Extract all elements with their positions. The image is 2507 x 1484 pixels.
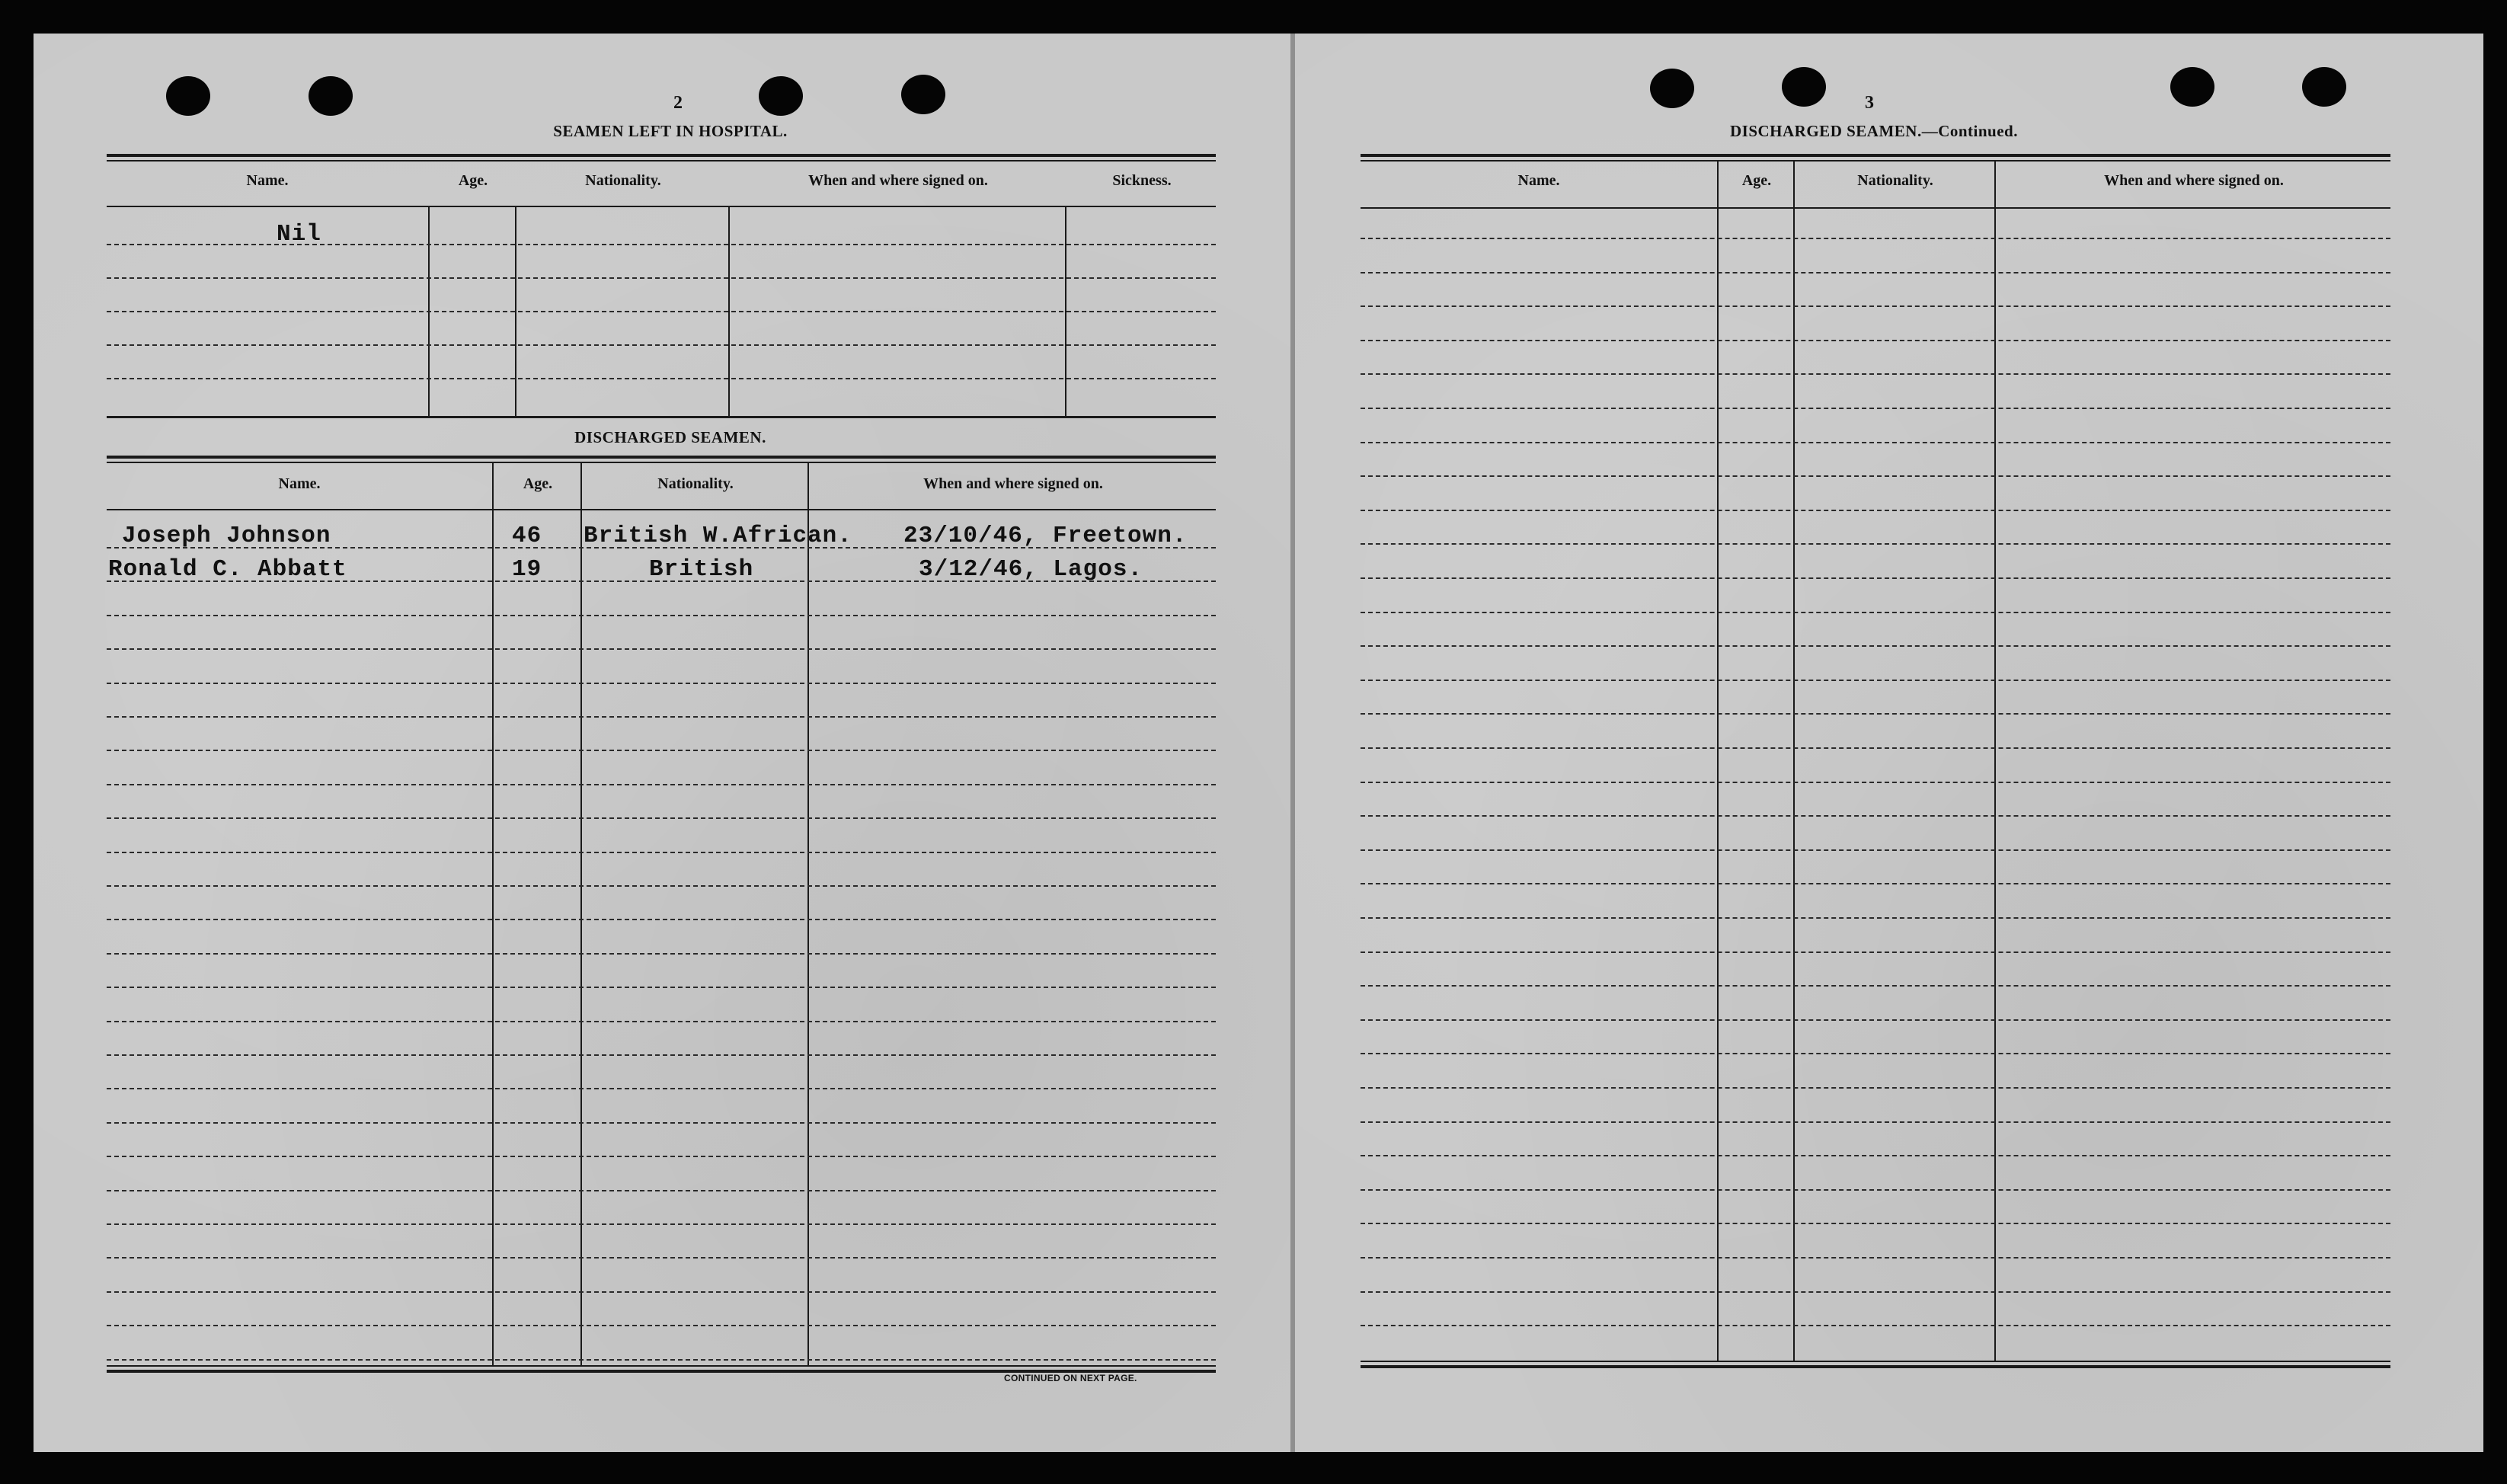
row-line — [107, 615, 1216, 616]
punch-hole — [901, 75, 945, 114]
col-name: Name. — [246, 172, 289, 189]
row-line — [1361, 985, 2390, 987]
col-age: Age. — [458, 172, 488, 189]
column-divider — [1994, 162, 1996, 1361]
table-bottom-rule — [1361, 1361, 2390, 1362]
table-top-rule — [1361, 154, 2390, 157]
punch-hole — [2302, 67, 2346, 107]
row-line — [107, 885, 1216, 887]
col-signed-on: When and where signed on. — [923, 475, 1103, 492]
row-line — [107, 1088, 1216, 1089]
seaman-age: 19 — [512, 556, 542, 583]
discharged-continued-title: DISCHARGED SEAMEN.—Continued. — [1730, 122, 2018, 140]
header-rule — [107, 509, 1216, 510]
discharged-section-title: DISCHARGED SEAMEN. — [574, 428, 766, 446]
punch-hole — [309, 76, 353, 116]
row-line — [1361, 747, 2390, 749]
col-nationality: Nationality. — [657, 475, 734, 492]
column-divider — [1717, 162, 1719, 1361]
row-line — [1361, 1053, 2390, 1054]
punch-hole — [2170, 67, 2214, 107]
row-line — [1361, 815, 2390, 817]
col-signed-on: When and where signed on. — [2104, 172, 2284, 189]
table-top-rule — [107, 160, 1216, 162]
row-line — [1361, 305, 2390, 307]
page-number: 3 — [1865, 93, 1874, 113]
row-line — [107, 683, 1216, 684]
row-line — [1361, 408, 2390, 409]
row-line — [107, 987, 1216, 988]
left-page — [34, 34, 1290, 1452]
col-name: Name. — [278, 475, 321, 492]
row-line — [107, 1223, 1216, 1225]
punch-hole — [759, 76, 803, 116]
table-top-rule — [1361, 160, 2390, 162]
hospital-name-cell: Nil — [277, 221, 321, 248]
row-line — [107, 1291, 1216, 1293]
row-line — [1361, 1121, 2390, 1123]
column-divider — [580, 462, 582, 1365]
row-line — [1361, 543, 2390, 545]
col-nationality: Nationality. — [1857, 172, 1933, 189]
col-sickness: Sickness. — [1112, 172, 1172, 189]
row-line — [1361, 1291, 2390, 1293]
col-signed-on: When and where signed on. — [808, 172, 988, 189]
row-line — [107, 750, 1216, 751]
row-line — [1361, 475, 2390, 477]
header-rule — [107, 206, 1216, 207]
row-line — [107, 1156, 1216, 1157]
seaman-name: Ronald C. Abbatt — [108, 556, 347, 583]
row-line — [107, 784, 1216, 785]
row-line — [1361, 1223, 2390, 1224]
seaman-name: Joseph Johnson — [122, 523, 331, 549]
row-line — [1361, 883, 2390, 884]
row-line — [1361, 1189, 2390, 1191]
punch-hole — [1650, 69, 1694, 108]
col-name: Name. — [1517, 172, 1560, 189]
table-bottom-rule — [107, 1365, 1216, 1367]
row-line — [107, 716, 1216, 718]
col-age: Age. — [1741, 172, 1772, 189]
column-divider — [1793, 162, 1795, 1361]
seaman-nationality: British W.African. — [584, 523, 852, 549]
row-line — [1361, 272, 2390, 273]
row-line — [107, 1359, 1216, 1361]
row-line — [1361, 1257, 2390, 1259]
row-line — [1361, 917, 2390, 919]
row-line — [1361, 1155, 2390, 1156]
page-number: 2 — [673, 93, 683, 113]
row-line — [107, 1021, 1216, 1022]
row-line — [1361, 951, 2390, 953]
continued-note: CONTINUED ON NEXT PAGE. — [1004, 1373, 1137, 1383]
row-line — [107, 344, 1216, 346]
row-line — [107, 919, 1216, 920]
row-line — [107, 953, 1216, 955]
column-divider — [807, 462, 809, 1365]
row-line — [1361, 577, 2390, 579]
row-line — [107, 244, 1216, 245]
column-divider — [492, 462, 494, 1365]
row-line — [107, 1190, 1216, 1191]
seaman-nationality: British — [649, 556, 754, 583]
row-line — [1361, 442, 2390, 443]
seaman-signed-on: 3/12/46, Lagos. — [919, 556, 1143, 583]
row-line — [1361, 340, 2390, 341]
row-line — [1361, 1087, 2390, 1089]
table-top-rule — [107, 456, 1216, 459]
table-bottom-rule — [1361, 1365, 2390, 1368]
right-page — [1295, 34, 2483, 1452]
row-line — [1361, 510, 2390, 511]
col-age: Age. — [523, 475, 553, 492]
row-line — [1361, 645, 2390, 647]
header-rule — [1361, 207, 2390, 209]
row-line — [107, 378, 1216, 379]
table-top-rule — [107, 154, 1216, 157]
col-nationality: Nationality. — [585, 172, 661, 189]
row-line — [1361, 612, 2390, 613]
seaman-signed-on: 23/10/46, Freetown. — [903, 523, 1188, 549]
row-line — [1361, 373, 2390, 375]
seaman-age: 46 — [512, 523, 542, 549]
row-line — [107, 852, 1216, 853]
punch-hole — [1782, 67, 1826, 107]
row-line — [107, 648, 1216, 650]
row-line — [1361, 680, 2390, 681]
row-line — [1361, 849, 2390, 851]
row-line — [107, 1122, 1216, 1124]
row-line — [1361, 782, 2390, 783]
row-line — [1361, 1019, 2390, 1021]
row-line — [107, 277, 1216, 279]
row-line — [107, 817, 1216, 819]
row-line — [107, 1257, 1216, 1259]
row-line — [107, 1054, 1216, 1056]
table-top-rule — [107, 462, 1216, 463]
row-line — [107, 1325, 1216, 1326]
row-line — [1361, 1325, 2390, 1326]
punch-hole — [166, 76, 210, 116]
hospital-section-title: SEAMEN LEFT IN HOSPITAL. — [553, 122, 788, 140]
table-bottom-rule — [107, 416, 1216, 418]
row-line — [1361, 238, 2390, 239]
row-line — [107, 311, 1216, 312]
row-line — [1361, 713, 2390, 715]
